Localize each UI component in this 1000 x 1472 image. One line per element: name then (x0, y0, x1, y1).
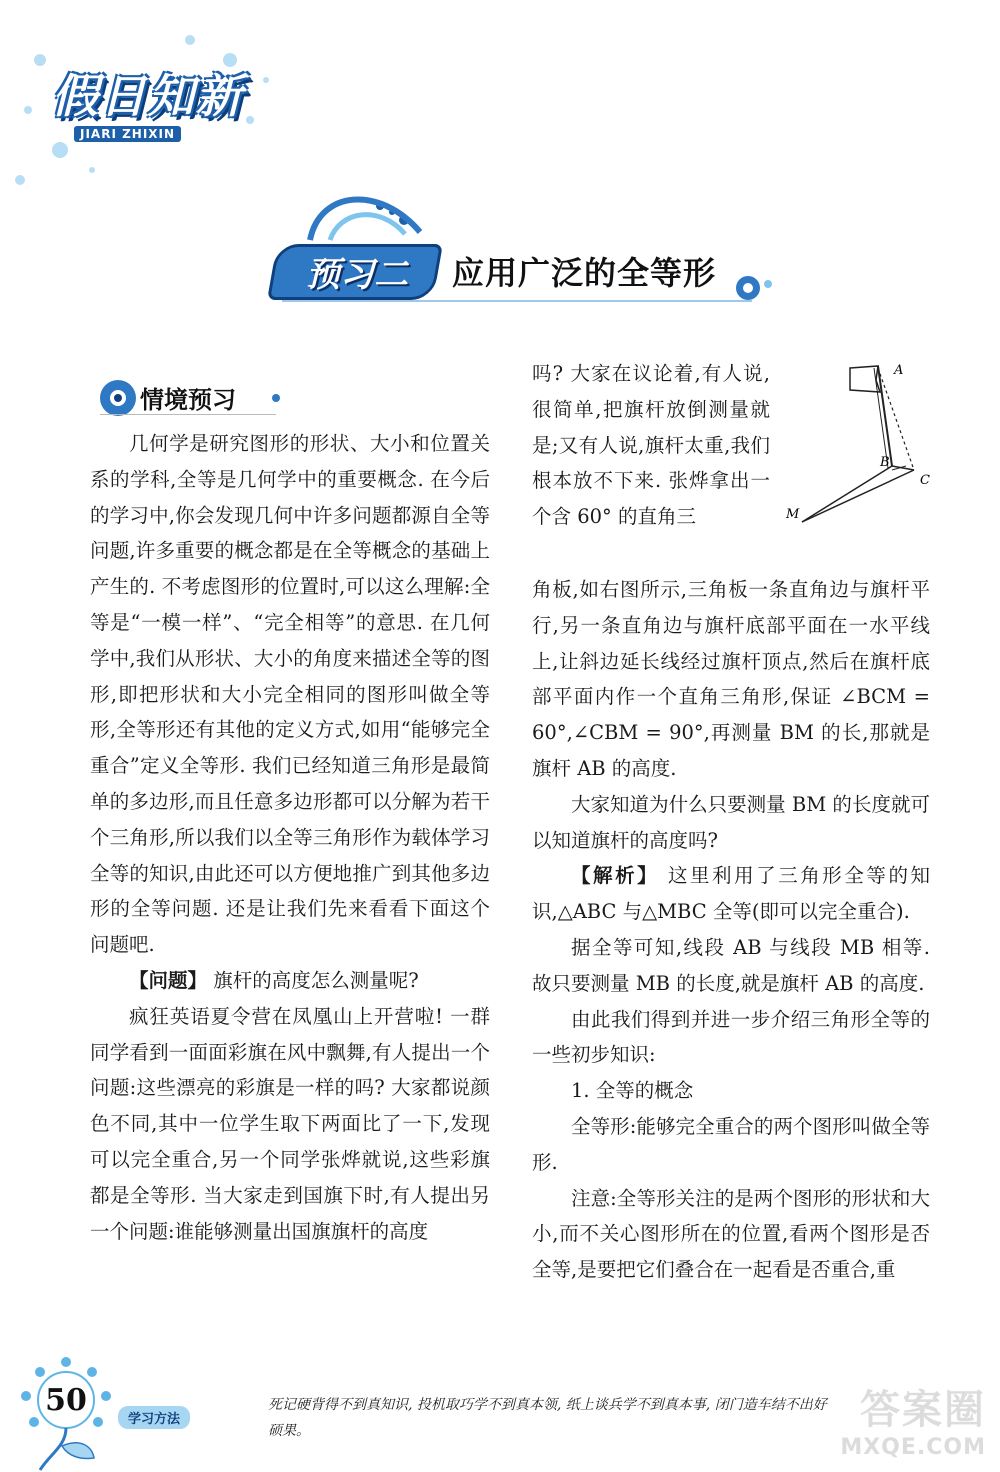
right-column (532, 572, 930, 1288)
paragraph: 吗? 大家在议论着,有人说,很简单,把旗杆放倒测量就是;又有人说,旗杆太重,我们根本放不下来. 张烨拿出一个含 60° 的直角三 (532, 362, 770, 529)
footer-tag: 学习方法 (118, 1406, 190, 1429)
paragraph: 注意:全等形关注的是两个图形的形状和大小,而不关心图形所在的位置,看两个图形是否全等,是要把它们叠合在一起看是否重合,重 (532, 1186, 930, 1282)
watermark-main: 答案圈 (860, 1387, 986, 1433)
page-number: 50 (45, 1383, 87, 1418)
paragraph: 几何学是研究图形的形状、大小和位置关系的学科,全等是几何学中的重要概念. 在今后的学习中,你会发现几何中许多问题都源自全等问题,许多重要的概念都是在全等概念的基础上产生的. 不考虑图形的位置时,可以这么理解:全等是“一模一样”、“完全相等”的意思. 在几何学中,我们从形状、大小的角度来描述全等的图形,即把形状和大小完全相同的图形叫做全等形,全等形还有其他的定义方式,如用“能够完全重合”定义全等形. 我们已经知道三角形是最简单的多边形,而且任意多边形都可以分解为若干个三角形,所以我们以全等三角形作为载体学习全等的知识,由此还可以方便地推广到其他多边形的全等问题. 还是让我们先来看看下面这个问题吧. (90, 432, 490, 957)
flagpole (878, 366, 892, 466)
list-item-heading: 1. 全等的概念 (571, 1079, 694, 1103)
point-label-c: C (920, 473, 930, 488)
section-divider (282, 300, 752, 302)
analysis-text: 这里利用了三角形全等的知识,△ABC 与△MBC 全等(即可以完全重合). (532, 864, 930, 924)
question-text: 旗杆的高度怎么测量呢? (207, 968, 419, 992)
logo-pinyin: JIARI ZHIXIN (74, 126, 181, 142)
side-bm (802, 466, 892, 522)
paragraph: 角板,如右图所示,三角板一条直角边与旗杆平行,另一条直角边与旗杆底部平面在一水平线上,让斜边延长线经过旗杆顶点,然后在旗杆底部平面内作一个直角三角形,保证 ∠BCM = 60°,∠CBM = 90°,再测量 BM 的长,那就是旗杆 AB 的高度. (532, 578, 930, 780)
point-label-b: B (880, 455, 890, 470)
paragraph: 大家知道为什么只要测量 BM 的长度就可以知道旗杆的高度吗? (532, 792, 930, 852)
footer-quote-line: 硕果。 (268, 1423, 310, 1439)
subsection-title: 情境预习 (140, 386, 236, 414)
watermark (806, 1378, 986, 1460)
question-label: 【问题】 (129, 968, 208, 992)
subsection-divider (100, 414, 276, 415)
watermark-site: MXQE.COM (840, 1435, 986, 1460)
point-label-a: A (894, 363, 904, 378)
side-cm (802, 470, 914, 522)
question-paragraph (90, 963, 490, 999)
flagpole-figure (780, 358, 940, 528)
right-column-top (532, 356, 770, 535)
analysis-paragraph (532, 858, 930, 930)
paragraph: 据全等可知,线段 AB 与线段 MB 相等. 故只要测量 MB 的长度,就是旗杆 AB 的高度. (532, 935, 930, 995)
paragraph: 疯狂英语夏令营在凤凰山上开营啦! 一群同学看到一面面彩旗在风中飘舞,有人提出一个问题:这些漂亮的彩旗是一样的吗? 大家都说颜色不同,其中一位学生取下两面比了一下,发现可以完全重合,另一个同学张烨就说,这些彩旗都是全等形. 当大家走到国旗下时,有人提出另一个问题:谁能够测量出国旗旗杆的高度 (90, 1004, 490, 1243)
section-badge: 预习二 (306, 255, 408, 295)
footer-quote-line: 死记硬背得不到真知识, 投机取巧学不到真本领, 纸上谈兵学不到真本事, 闭门造车结不出好 (268, 1397, 827, 1413)
analysis-label: 【解析】 (571, 864, 660, 888)
logo-title: 假日知新 (52, 69, 244, 123)
paragraph: 全等形:能够完全重合的两个图形叫做全等形. (532, 1114, 930, 1174)
point-label-m: M (786, 507, 800, 522)
left-column (90, 426, 490, 1249)
section-title: 应用广泛的全等形 (452, 254, 717, 292)
paragraph: 由此我们得到并进一步介绍三角形全等的一些初步知识: (532, 1007, 930, 1067)
